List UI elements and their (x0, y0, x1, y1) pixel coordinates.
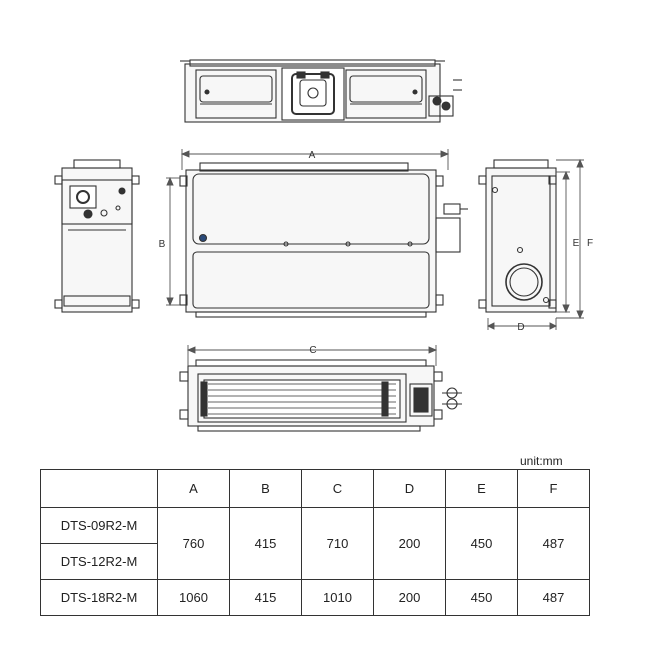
table-row (41, 580, 590, 616)
dimension-b-line (166, 178, 180, 305)
model-name-cell: DTS-12R2-M (41, 544, 158, 580)
dimension-b-label: B (158, 239, 166, 250)
value-cell: 487 (518, 508, 590, 580)
value-cell: 450 (446, 580, 518, 616)
unit-label: unit:mm (520, 454, 563, 468)
table-header-row (41, 470, 590, 508)
value-cell: 200 (374, 580, 446, 616)
table-header-cell: B (230, 470, 302, 508)
dimension-table (40, 469, 590, 616)
right-side-view (479, 160, 556, 312)
dimension-f-label: F (586, 238, 594, 249)
value-cell: 200 (374, 508, 446, 580)
value-cell: 487 (518, 580, 590, 616)
table-header-cell: A (158, 470, 230, 508)
value-cell: 450 (446, 508, 518, 580)
value-cell: 760 (158, 508, 230, 580)
dimension-e-line (556, 172, 570, 312)
table-header-cell: D (374, 470, 446, 508)
table-header-cell: E (446, 470, 518, 508)
value-cell: 1010 (302, 580, 374, 616)
table-header-cell (41, 470, 158, 508)
top-view (180, 60, 462, 122)
left-side-view (55, 160, 139, 312)
front-view (180, 163, 468, 317)
dimension-e-label: E (572, 238, 580, 249)
value-cell: 1060 (158, 580, 230, 616)
dimension-d-label: D (517, 322, 525, 333)
dimension-a-label: A (308, 150, 316, 161)
value-cell: 710 (302, 508, 374, 580)
dimension-f-line (556, 160, 584, 318)
model-name-cell: DTS-18R2-M (41, 580, 158, 616)
value-cell: 415 (230, 508, 302, 580)
value-cell: 415 (230, 580, 302, 616)
rear-view (180, 360, 462, 431)
dimension-c-label: C (309, 345, 317, 356)
table-header-cell: C (302, 470, 374, 508)
model-name-cell: DTS-09R2-M (41, 508, 158, 544)
table-row (41, 508, 590, 544)
table-header-cell: F (518, 470, 590, 508)
